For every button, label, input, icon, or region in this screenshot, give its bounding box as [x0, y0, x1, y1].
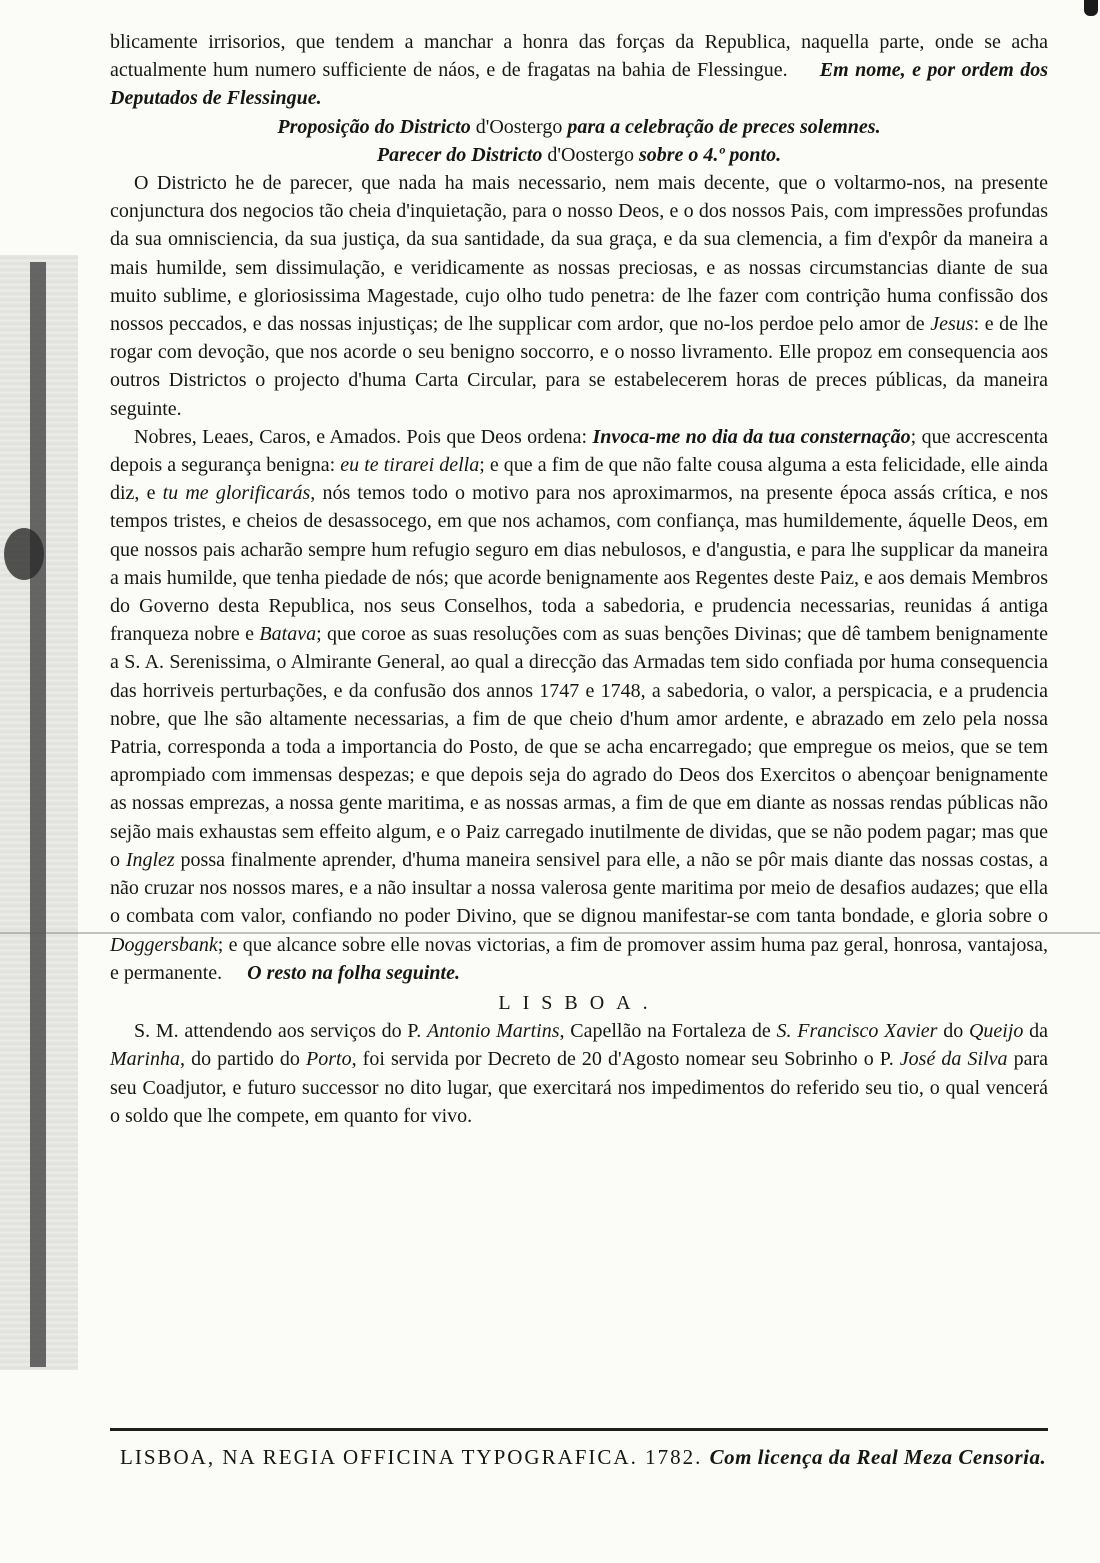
paragraph-text: para seu Coadjutor, e futuro successor no dito lugar, que exercitará nos impedimentos do referido seu tio, o qual vencerá o soldo que lhe compete, em quanto for vivo. — [110, 1048, 1049, 1127]
place-name: Queijo — [968, 1020, 1024, 1043]
paragraph-text: ; que coroe as suas resoluções com as suas benções Divinas; que dê tambem benignamente a S. A. Serenissima, o Almirante General, ao qual a direcção das Armadas tem sido confiada por huma consequencia das horriveis perturbações, e da confusão dos annos 1747 e 1748, a sabedoria, o valor, a perspicacia, e a prudencia nobre, que lhe são altamente necessarias, a fim de que cheio d'hum amor ardente, e abrazado em zelo pela nossa Patria, corresponda a toda a importancia do Posto, de que se acha encarregado; que empregue os meios, que se tem aprompiado com immensas despezas; e que depois seja do agrado do Deos dos Exercitos o abençoar benignamente as nossas emprezas, a nossa gente maritima, e as nossas armas, a fim de que em diante as nossas rendas públicas não sejão mais exhaustas sem effeito algum, e o Paiz carregado inutilmente de dividas, que se não podem pagar; mas que o — [110, 623, 1048, 871]
heading-place: d'Oostergo — [475, 115, 563, 138]
paragraph-text: , nós temos todo o motivo para nos aproximarmos, na presente época assás crítica, e nos tempos tristes, e cheios de desassocego, em que nos achamos, com confiança, mas humildemente, áquelle Deos, em que nossos pais acharão sempre hum refugio seguro em dias nebulosos, e d'angustia, e para lhe supplicar da maneira a mais humilde, que tenha piedade de nós; que acorde benignamente aos Regentes deste Paiz, e aos demais Membros do Governo desta Republica, nos seus Conselhos, toda a sabedoria, e prudencia necessarias, reunidas á antiga franqueza nobre e — [110, 482, 1048, 646]
italic-word: Doggersbank — [110, 933, 218, 956]
place-name: S. Francisco Xavier — [776, 1020, 938, 1043]
quote: Invoca-me no dia da tua consternação — [592, 425, 911, 448]
paragraph-text: , foi servida por Decreto de 20 d'Agosto nomear seu Sobrinho o P. — [351, 1048, 894, 1071]
imprint-main: LISBOA, NA REGIA OFFICINA TYPOGRAFICA. 1782. — [120, 1445, 703, 1469]
corner-mark — [1084, 0, 1098, 16]
ink-blot — [4, 528, 44, 580]
paragraph-text: possa finalmente aprender, d'huma maneira sensivel para elle, a não se pôr mais diante das nossas costas, a não cruzar nos nossos mares, e a não insultar a nossa valerosa gente maritima por meio de desafios audazes; que ella o combata com valor, confiando no poder Divino, que se dignou manifestar-se com tanta bondade, e gloria sobre o — [110, 848, 1049, 928]
quote: eu te tirarei della — [340, 454, 480, 477]
place-name: Porto — [306, 1048, 352, 1071]
heading-text: sobre o 4.º ponto. — [638, 143, 782, 166]
paragraph-text: blicamente irrisorios, que tendem a manchar a honra das forças da Republica, naquella parte, onde se acha actualmente hum numero sufficiente de náos, e de fragatas na bahia de Flessingue. — [110, 31, 1048, 82]
paragraph-decreto — [110, 1017, 1048, 1130]
place-name: Marinha — [110, 1048, 180, 1071]
paragraph-text: Nobres, Leaes, Caros, e Amados. Pois que Deos ordena: — [134, 425, 588, 448]
heading-lisboa: LISBOA. — [498, 991, 660, 1014]
heading-text: para a celebração de preces solemnes. — [567, 115, 881, 138]
paragraph-text: S. M. attendendo aos serviços do P. — [134, 1020, 422, 1043]
italic-word: Batava — [259, 623, 317, 646]
paragraph-text: ; e que a fim de que não falte cousa alguma a esta felicidade, elle ainda diz, e — [110, 454, 1049, 505]
person-name: Antonio Martins — [427, 1020, 560, 1043]
paragraph-text: da — [1029, 1020, 1049, 1043]
person-name: José da Silva — [899, 1048, 1008, 1071]
continued-note: O resto na folha seguinte. — [247, 961, 460, 984]
paragraph-text: , do partido do — [180, 1048, 300, 1071]
heading-text: Parecer do Districto — [376, 143, 543, 166]
signature-line: Em nome, e por ordem dos Deputados de Flessingue. — [110, 59, 1049, 110]
heading-place: d'Oostergo — [547, 143, 634, 166]
paragraph-text: do — [943, 1020, 964, 1043]
imprint-licence: Com licença da Real Meza Censoria. — [709, 1445, 1047, 1469]
paragraph-text: ; e que alcance sobre elle novas victorias, a fim de promover assim huma paz geral, honrosa, vantajosa, e permanente. — [110, 933, 1048, 984]
paragraph-text: O Districto he de parecer, que nada ha mais necessario, nem mais decente, que o voltarmo-nos, na presente conjunctura dos negocios tão cheia d'inquietação, para o nosso Deos, e o dos nossos Pais, com impressões profundas da sua omnisciencia, da sua justiça, da sua santidade, da sua graça, e da sua clemencia, a fim d'expôr da maneira a mais humilde, sem dissimulação, e veridicamente as nossas preciosas, e as nossas circumstancias diante de sua muito sublime, e gloriosissima Magestade, cujo olho tudo penetra: de lhe fazer com contrição huma confissão dos nossos peccados, e das nossas injustiças; de lhe supplicar com ardor, que no-los perdoe pelo amor de — [110, 172, 1048, 336]
imprint — [120, 1445, 1050, 1470]
binding-shadow — [30, 262, 46, 1367]
heading-proposicao — [110, 113, 1048, 141]
footer-rule — [110, 1428, 1048, 1431]
paragraph-text: , Capellão na Fortaleza de — [559, 1020, 771, 1043]
italic-word: Inglez — [125, 848, 175, 871]
heading-parecer — [110, 141, 1048, 169]
paragraph-text: ; que accrescenta depois a segurança benigna: — [110, 425, 1049, 477]
italic-word: Jesus — [930, 313, 974, 336]
paragraph-text: : e de lhe rogar com devoção, que nos acorde o seu benigno soccorro, e o nosso livramento. Elle propoz em consequencia aos outros Districtos o projecto d'huma Carta Circular, para se estabelecerem horas de preces públicas, da maneira seguinte. — [110, 313, 1049, 420]
heading-text: Proposição do Districto — [277, 115, 471, 138]
document-body — [110, 28, 1048, 1130]
quote: tu me glorificarás — [162, 482, 311, 505]
paragraph-carta-circular — [110, 423, 1048, 987]
paragraph-districto — [110, 169, 1048, 423]
paragraph-flessingue — [110, 28, 1048, 113]
